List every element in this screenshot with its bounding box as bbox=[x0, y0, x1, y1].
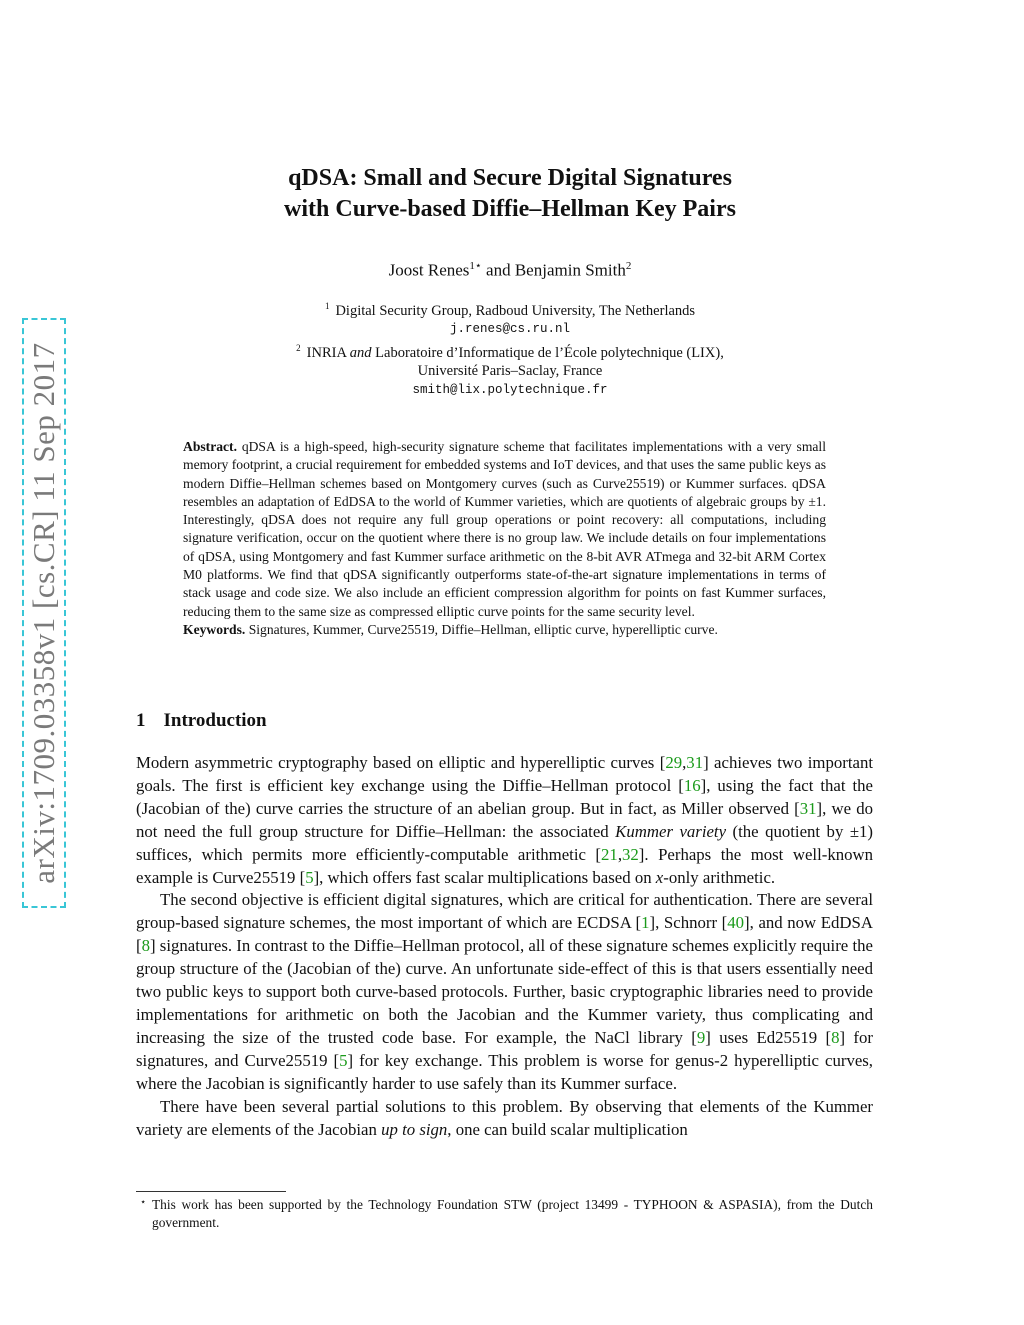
authors-and: and bbox=[481, 260, 515, 280]
text-run: There have been several partial solutions to this problem. By observing that elements of the Kummer variety are elements of the Jacobian bbox=[136, 1096, 873, 1139]
body-text bbox=[136, 752, 873, 1141]
author-1: Joost Renes bbox=[388, 260, 470, 280]
citation-link[interactable]: 31 bbox=[799, 798, 817, 818]
citation-link[interactable]: 40 bbox=[727, 913, 745, 933]
text-run: ], we do not need the full group structure for Diffie–Hellman: the associated bbox=[136, 798, 873, 841]
affiliation-2-line-2: Université Paris–Saclay, France bbox=[417, 363, 603, 380]
authors bbox=[180, 259, 840, 281]
affiliation-1-text: Digital Security Group, Radboud University, The Netherlands bbox=[335, 302, 696, 319]
text-run: , one can build scalar multiplication bbox=[447, 1119, 688, 1139]
footnote bbox=[136, 1196, 873, 1232]
text-run: ], and now EdDSA [ bbox=[136, 913, 873, 956]
affiliation-2-email: smith@lix.polytechnique.fr bbox=[412, 382, 608, 397]
affiliation-2-inria: INRIA bbox=[306, 344, 350, 361]
text-run: The second objective is efficient digital signatures, which are critical for authentication. There are several group-based signature schemes, the most important of which are ECDSA [ bbox=[136, 890, 873, 933]
text-run: ], using the fact that the (Jacobian of the) curve carries the structure of an abelian group. But in fact, as Miller observed [ bbox=[136, 775, 873, 818]
citation-link[interactable]: 32 bbox=[622, 844, 639, 864]
text-run: ] signatures. In contrast to the Diffie–Hellman protocol, all of these signature schemes explicitly require the group structure of the (Jacobian of the) curve. An unfortunate side-effect of this is that users essentially need two public keys to support both curve-based protocols. Further, basic cryptographic libraries need to provide implementations for arithmetic on both the Jacobian and the Kummer variety, thus complicating and increasing the size of the trusted code base. For example, the NaCl library [ bbox=[136, 936, 873, 1047]
text-run: -only arithmetic. bbox=[663, 867, 776, 887]
citation-link[interactable]: 1 bbox=[641, 913, 650, 933]
arxiv-stamp-text: arXiv:1709.03358v1 [cs.CR] 11 Sep 2017 bbox=[26, 342, 61, 884]
text-run: ], Schnorr [ bbox=[649, 913, 728, 933]
text-run: ], which offers fast scalar multiplications based on bbox=[313, 867, 656, 887]
text-run: , bbox=[617, 844, 623, 864]
footnote-rule bbox=[136, 1191, 286, 1192]
affiliation-2 bbox=[180, 339, 840, 362]
footnote-mark: ⋆ bbox=[140, 1197, 147, 1208]
keywords-text: Signatures, Kummer, Curve25519, Diffie–Hellman, elliptic curve, hyperelliptic curve. bbox=[245, 621, 718, 637]
citation-link[interactable]: 8 bbox=[831, 1027, 840, 1047]
affiliation-1 bbox=[180, 297, 840, 320]
text-run: ] achieves two important goals. The first is efficient key exchange using the Diffie–Hellman protocol [ bbox=[136, 753, 873, 795]
arxiv-stamp bbox=[22, 318, 66, 908]
text-run: , bbox=[682, 753, 687, 772]
text-run: ] uses Ed25519 [ bbox=[705, 1027, 832, 1047]
emphasis: Kummer variety bbox=[615, 821, 727, 841]
section-heading bbox=[136, 710, 267, 732]
citation-link[interactable]: 16 bbox=[683, 775, 701, 795]
abstract-label: Abstract. bbox=[183, 439, 237, 454]
citation-link[interactable]: 8 bbox=[141, 936, 150, 956]
keywords-label: Keywords. bbox=[183, 621, 246, 637]
citation-link[interactable]: 29 bbox=[665, 753, 683, 772]
title-line-2: with Curve-based Diffie–Hellman Key Pairs bbox=[284, 196, 736, 222]
text-run: ] for signatures, and Curve25519 [ bbox=[136, 1027, 873, 1070]
paragraph-3 bbox=[136, 1096, 873, 1142]
author-1-marks: 1⋆ bbox=[469, 260, 482, 272]
abstract-text: qDSA is a high-speed, high-security signature scheme that facilitates implementations with a very small memory footprint, a crucial requirement for embedded systems and IoT devices, and that uses the same public keys as modern Diffie–Hellman schemes based on Montgomery curves (such as Curve25519) or Kummer surfaces. qDSA resembles an adaptation of EdDSA to the world of Kummer varieties, which are quotients of algebraic groups by ±1. Interestingly, qDSA does not require any full group operations or point recovery: all computations, including signature verification, occur on the quotient where there is no group law. We include details on four implementations of qDSA, using Montgomery and fast Kummer surface arithmetic on the 8-bit AVR ATmega and 32-bit ARM Cortex M0 platforms. We find that qDSA significantly outperforms state-of-the-art signature implementations in terms of stack usage and code size. We also include an efficient compression algorithm for points on fast Kummer surfaces, reducing them to the same size as compressed elliptic curve points for the same security level. bbox=[183, 439, 826, 619]
affiliation-2-and: and bbox=[349, 344, 372, 361]
citation-link[interactable]: 5 bbox=[305, 867, 314, 887]
citation-link[interactable]: 31 bbox=[686, 753, 704, 772]
paper-title bbox=[180, 163, 840, 225]
citation-link[interactable]: 21 bbox=[601, 844, 618, 864]
author-2-marks: 2 bbox=[625, 260, 632, 272]
section-title: Introduction bbox=[163, 710, 267, 731]
emphasis: up to sign bbox=[381, 1119, 448, 1139]
title-line-1: qDSA: Small and Secure Digital Signatures bbox=[288, 165, 732, 191]
paragraph-1 bbox=[136, 752, 873, 889]
emphasis: x bbox=[655, 867, 664, 887]
text-run: ] for key exchange. This problem is worse for genus-2 hyperelliptic curves, where the Jacobian is significantly harder to use safely than its Kummer surface. bbox=[136, 1050, 874, 1093]
paragraph-2 bbox=[136, 889, 873, 1095]
affiliation-2-mark: 2 bbox=[296, 342, 301, 353]
text-run: (the quotient by ±1) suffices, which permits more efficiently-computable arithmetic [ bbox=[136, 821, 874, 864]
footnote-text: This work has been supported by the Technology Foundation STW (project 13499 - TYPHOON & ASPASIA), from the Dutch government. bbox=[152, 1197, 873, 1230]
section-number: 1 bbox=[136, 710, 146, 731]
text-run: ]. Perhaps the most well-known example is Curve25519 [ bbox=[136, 844, 873, 887]
abstract bbox=[183, 438, 826, 639]
author-2: Benjamin Smith bbox=[514, 260, 626, 280]
text-run: Modern asymmetric cryptography based on elliptic and hyperelliptic curves [ bbox=[136, 753, 666, 772]
affiliations bbox=[180, 297, 840, 399]
affiliation-1-email: j.renes@cs.ru.nl bbox=[449, 322, 571, 337]
citation-link[interactable]: 9 bbox=[696, 1027, 706, 1047]
affiliation-1-mark: 1 bbox=[324, 301, 330, 311]
citation-link[interactable]: 5 bbox=[339, 1050, 348, 1070]
affiliation-2-rest: Laboratoire d’Informatique de l’École polytechnique (LIX), bbox=[371, 344, 724, 361]
